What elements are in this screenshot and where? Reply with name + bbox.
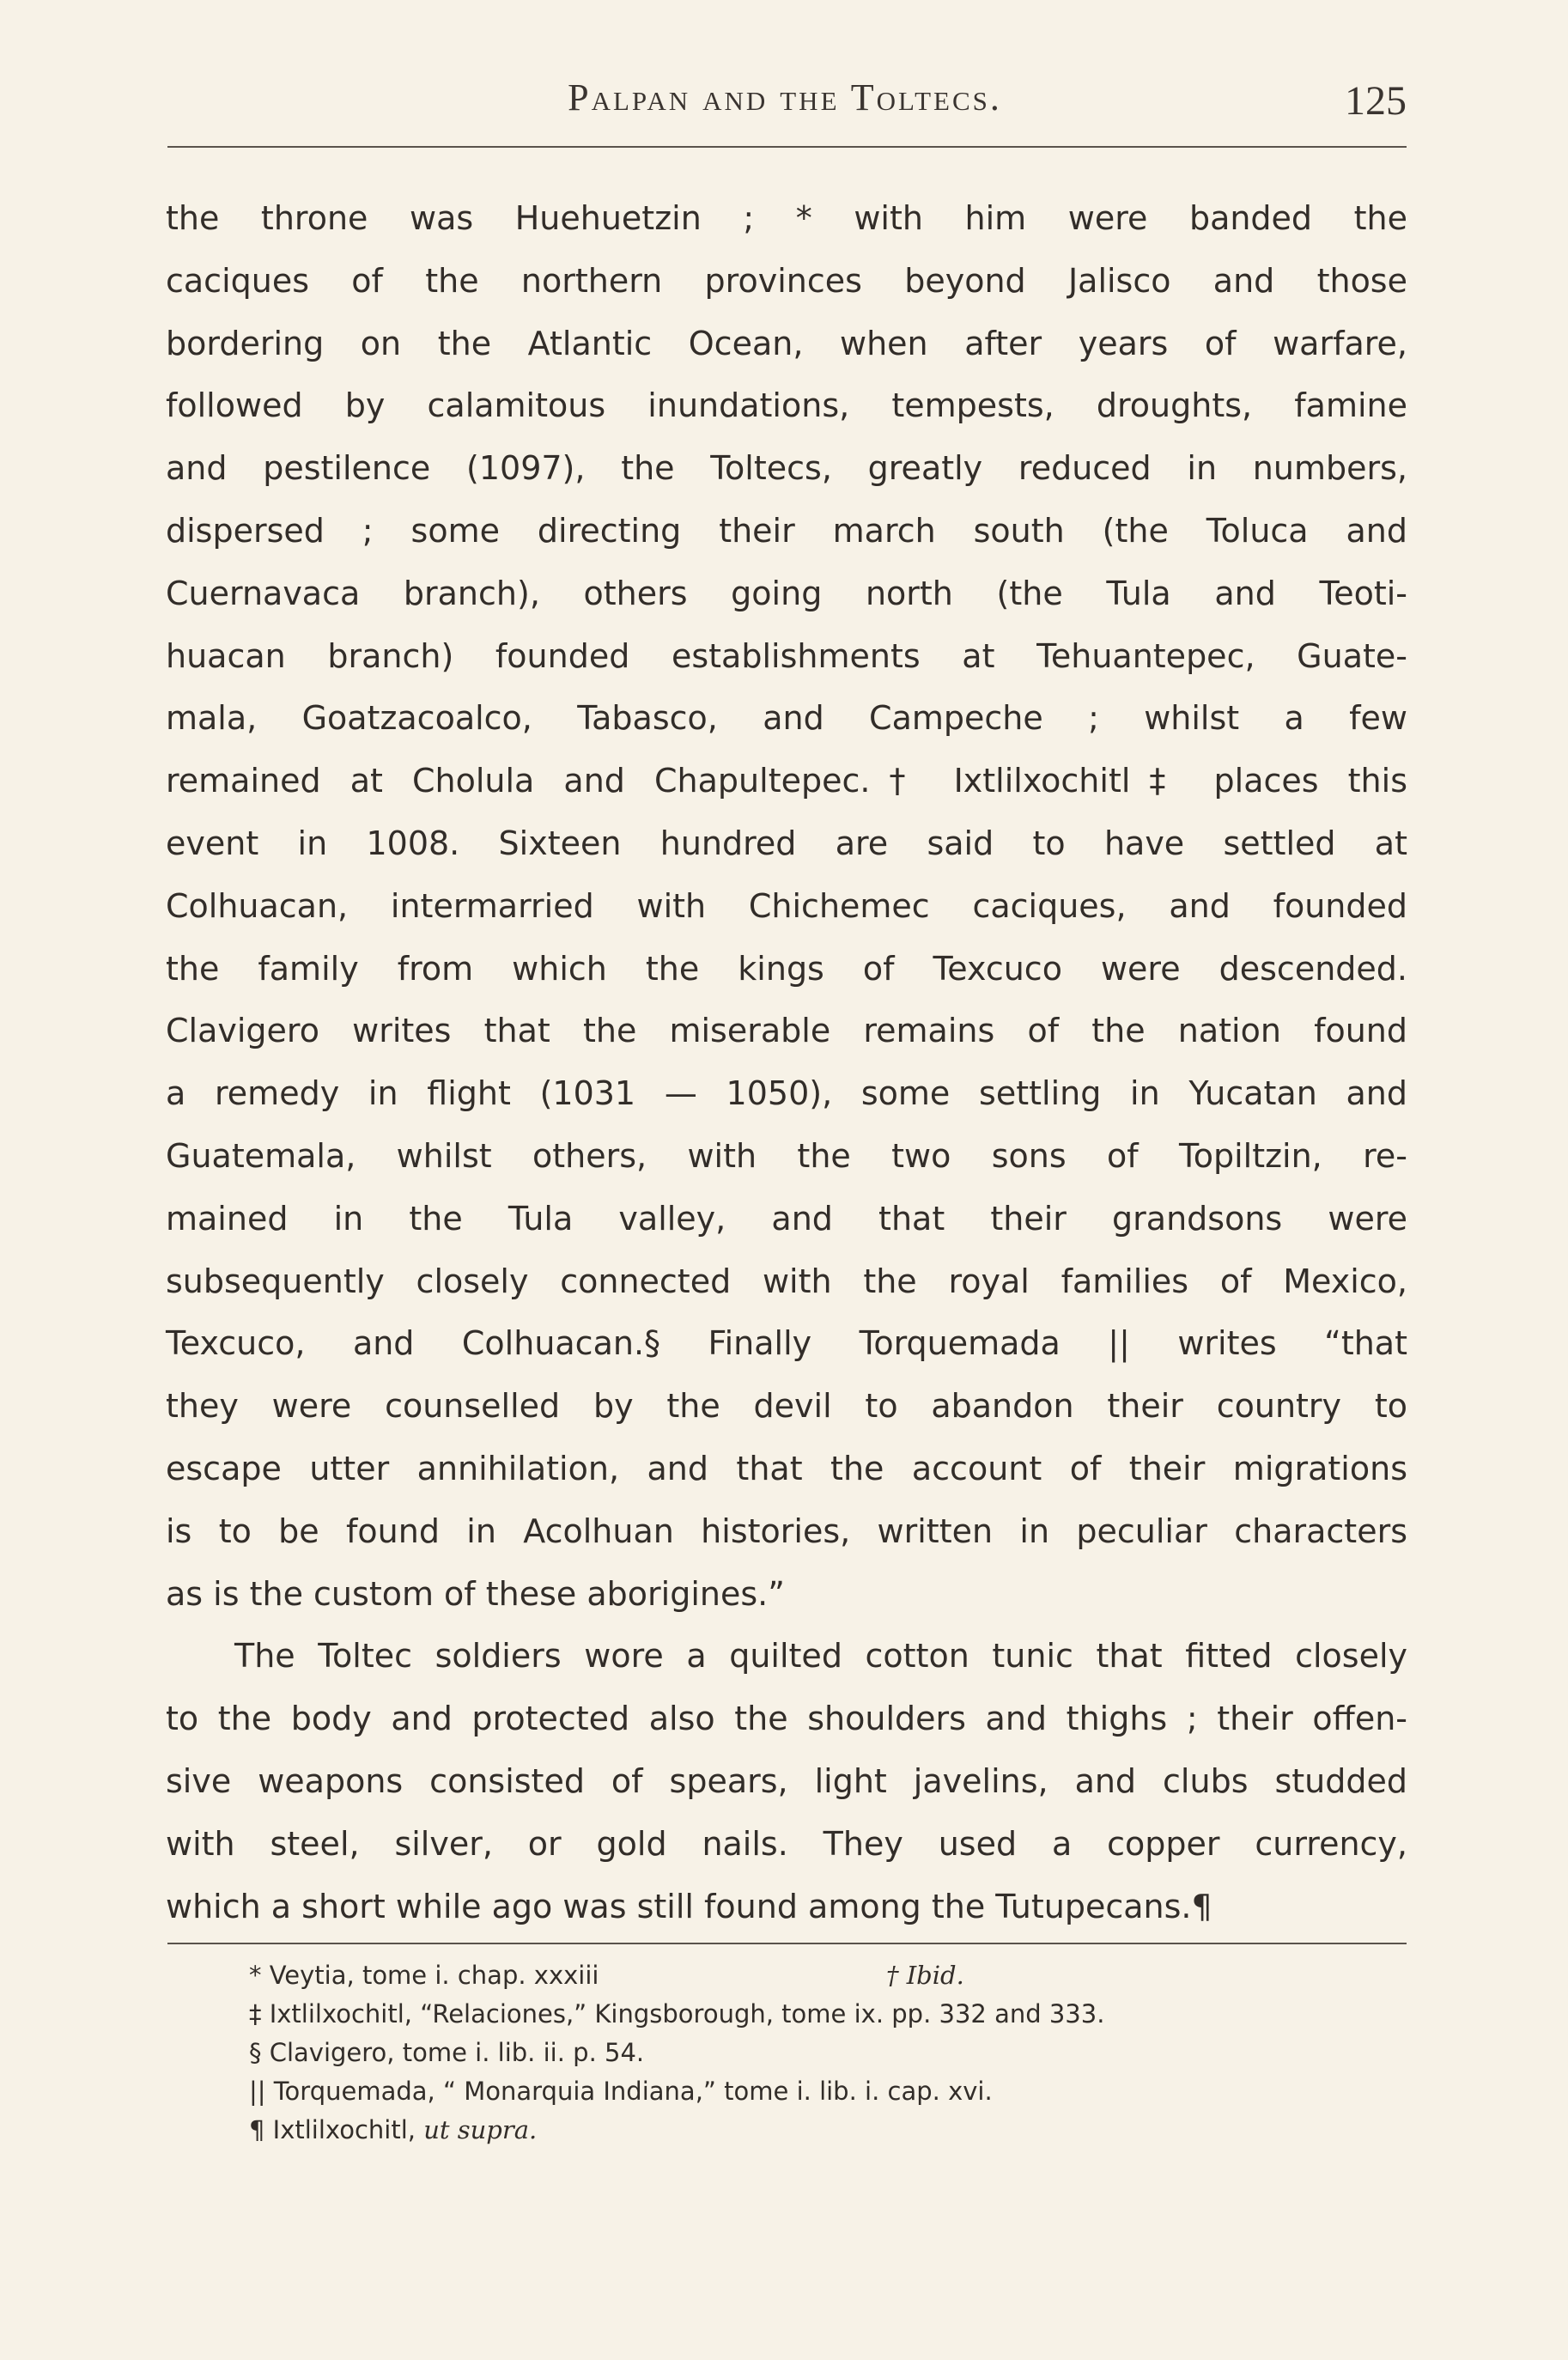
- text-line: Guatemala, whilst others, with the two sons of Topiltzin, re-: [166, 1136, 1407, 1175]
- text-line: with steel, silver, or gold nails. They used a copper currency,: [166, 1824, 1407, 1863]
- footnote-ut-supra: ut supra.: [423, 2115, 538, 2144]
- text-line: is to be found in Acolhuan histories, written in peculiar characters: [166, 1511, 1407, 1550]
- text-line: Cuernavaca branch), others going north (the Tula and Teoti-: [166, 574, 1407, 612]
- footnote-veytia: * Veytia, tome i. chap. xxxiii: [249, 1961, 599, 1990]
- page-number: 125: [1345, 78, 1407, 124]
- text-line: followed by calamitous inundations, tempests, droughts, famine: [166, 386, 1407, 425]
- running-head: [163, 76, 1407, 127]
- footnote: ‡ Ixtlilxochitl, “Relaciones,” Kingsborough, tome ix. pp. 332 and 333.: [249, 1999, 1105, 2029]
- text-line: a remedy in flight (1031 — 1050), some settling in Yucatan and: [166, 1074, 1407, 1113]
- text-line: as is the custom of these aborigines.”: [166, 1574, 785, 1613]
- footnotes: [249, 1956, 1365, 2150]
- text-line: event in 1008. Sixteen hundred are said to have settled at: [166, 824, 1407, 862]
- text-line: sive weapons consisted of spears, light javelins, and clubs studded: [166, 1761, 1407, 1800]
- text-line: to the body and protected also the shoulders and thighs ; their offen-: [166, 1700, 1407, 1738]
- text-line: dispersed ; some directing their march south (the Toluca and: [166, 511, 1407, 550]
- footnote: || Torquemada, “ Monarquia Indiana,” tome i. lib. i. cap. xvi.: [249, 2077, 993, 2106]
- text-line: mala, Goatzacoalco, Tabasco, and Campeche ; whilst a few: [166, 699, 1407, 738]
- body-text: [166, 187, 1407, 1937]
- text-line: Texcuco, and Colhuacan.§ Finally Torquemada || writes “that: [166, 1324, 1407, 1363]
- footnote-ixtlilxochitl: ¶ Ixtlilxochitl,: [249, 2115, 424, 2144]
- paragraph-start-line: The Toltec soldiers wore a quilted cotton tunic that fitted closely: [234, 1637, 1407, 1676]
- text-line: they were counselled by the devil to abandon their country to: [166, 1387, 1407, 1426]
- footnote: [249, 1956, 1365, 1995]
- text-line: escape utter annihilation, and that the account of their migrations: [166, 1449, 1407, 1487]
- text-line: caciques of the northern provinces beyond Jalisco and those: [166, 261, 1407, 300]
- footnote-rule: [167, 1943, 1407, 1944]
- text-line: subsequently closely connected with the royal families of Mexico,: [166, 1262, 1407, 1300]
- text-line: which a short while ago was still found among the Tutupecans.¶: [166, 1887, 1212, 1925]
- text-line: Clavigero writes that the miserable remains of the nation found: [166, 1012, 1407, 1050]
- footnote-ibid: † Ibid.: [886, 1961, 964, 1990]
- text-line: Colhuacan, intermarried with Chichemec caciques, and founded: [166, 886, 1407, 925]
- footnote: [249, 2111, 1365, 2150]
- footnote: § Clavigero, tome i. lib. ii. p. 54.: [249, 2038, 645, 2067]
- header-rule: [167, 146, 1407, 148]
- chapter-title: Palpan and the Toltecs.: [568, 76, 1002, 119]
- text-line: and pestilence (1097), the Toltecs, greatly reduced in numbers,: [166, 449, 1407, 488]
- text-line: the family from which the kings of Texcuco were descended.: [166, 949, 1407, 988]
- text-line: mained in the Tula valley, and that their grandsons were: [166, 1199, 1407, 1238]
- text-line: huacan branch) founded establishments at Tehuantepec, Guate-: [166, 636, 1407, 675]
- text-line: the throne was Huehuetzin ; * with him were banded the: [166, 199, 1407, 237]
- text-line: remained at Cholula and Chapultepec.† Ixtlilxochitl‡ places this: [166, 762, 1407, 800]
- text-line: bordering on the Atlantic Ocean, when after years of warfare,: [166, 324, 1407, 362]
